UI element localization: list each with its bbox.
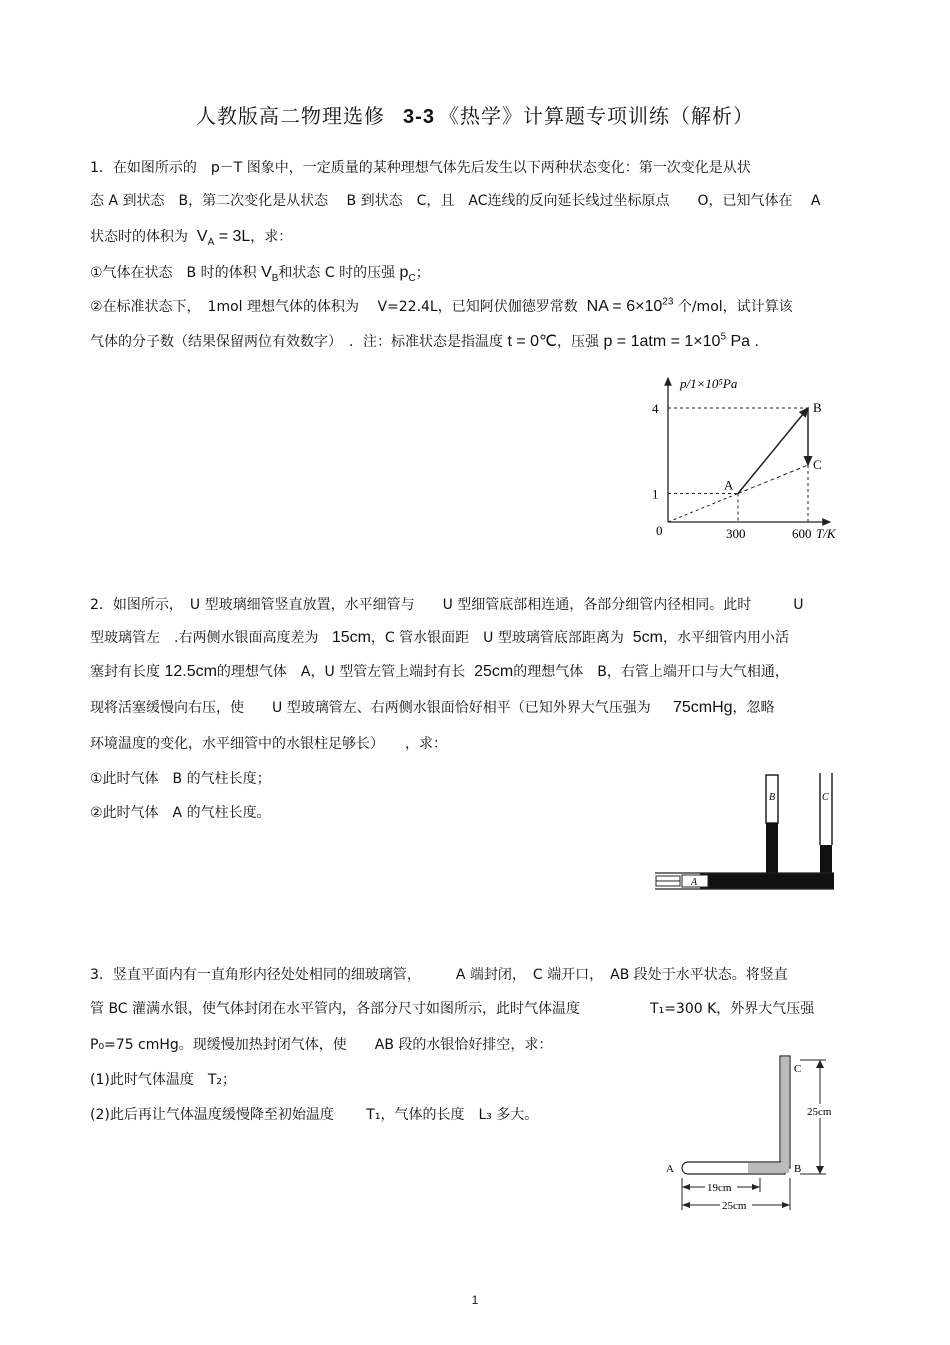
- y-tick-label: 1: [652, 486, 659, 502]
- x-tick-label: 300: [726, 526, 746, 541]
- line-a-c: [738, 465, 808, 494]
- q1-line-3: 状态时的体积为 $V_A = 3L$，求：: [90, 228, 293, 249]
- process-a-to-b: [738, 408, 808, 494]
- dim-vertical: 25cm: [807, 1106, 832, 1118]
- label-b: B: [794, 1163, 802, 1175]
- point-label-c: C: [813, 457, 822, 472]
- q2-line-2: 型玻璃管左 .右两侧水银面高度差为 15cm，C 管水银面距 U 型玻璃管底部距离为 5cm，水平细管内用小活: [90, 629, 789, 646]
- mercury-in-bc: [781, 1057, 789, 1173]
- l-tube-figure: [660, 1050, 845, 1215]
- t-axis-label: T/K: [816, 526, 836, 541]
- q3-line-4: (1)此时气体温度 T₂；: [90, 1072, 236, 1088]
- q1-line-2: 态 A 到状态 B，第二次变化是从状态 B 到状态 C，且 AC连线的反向延长线过坐标原点 O，已知气体在 A: [90, 193, 821, 209]
- label-c: C: [794, 1063, 802, 1075]
- pt-chart: [650, 370, 850, 545]
- q3-line-2: 管 BC 灌满水银，使气体封闭在水平管内，各部分尺寸如图所示，此时气体温度 T₁=300 K，外界大气压强: [90, 1001, 815, 1017]
- label-b: B: [769, 792, 776, 803]
- label-a: A: [666, 1163, 674, 1175]
- q2-line-6: ①此时气体 B 的气柱长度；: [90, 771, 271, 787]
- p-axis-label: p/1×10⁵Pa: [680, 376, 738, 391]
- q2-line-7: ②此时气体 A 的气柱长度。: [90, 805, 271, 821]
- q2-line-3: 塞封有长度 12.5cm的理想气体 A，U 型管左管上端封有长 25cm的理想气体 B，右管上端开口与大气相通，: [90, 663, 789, 680]
- mercury-in-ab: [748, 1163, 784, 1173]
- origin-to-a: [668, 494, 738, 523]
- q3-line-3: P₀=75 cmHg。现缓慢加热封闭气体，使 AB 段的水银恰好排空，求：: [90, 1037, 553, 1053]
- dim-outer: 25cm: [722, 1200, 747, 1212]
- q2-line-4: 现将活塞缓慢向右压，使 U 型玻璃管左、右两侧水银面恰好相平（已知外界大气压强为 75cmHg，忽略: [90, 699, 775, 716]
- page-number: 1: [471, 1293, 479, 1307]
- u-tube-figure: [650, 770, 840, 900]
- q1-line-5: ②在标准状态下， 1mol 理想气体的体积为 V=22.4L，已知阿伏伽德罗常数 NA = $6\times 10^{23}$ 个/mol，试计算该: [90, 296, 793, 315]
- origin-label: 0: [656, 523, 663, 538]
- q2-line-1: 2．如图所示， U 型玻璃细管竖直放置，水平细管与 U 型细管底部相连通，各部分细管内径相同。此时 U: [90, 597, 804, 613]
- label-a: A: [691, 877, 698, 888]
- x-tick-label: 600: [792, 526, 812, 541]
- q3-line-1: 3．竖直平面内有一直角形内径处处相同的细玻璃管， A 端封闭， C 端开口， AB 段处于水平状态。将竖直: [90, 967, 788, 983]
- point-label-a: A: [724, 477, 734, 493]
- q1-line-4: ①气体在状态 B 时的体积 $V_B$和状态 C 时的压强 $p_C$；: [90, 264, 430, 285]
- dim-inner: 19cm: [707, 1182, 732, 1194]
- point-label-b: B: [813, 400, 822, 415]
- q1-line-1: 1．在如图所示的 p－T 图象中，一定质量的某种理想气体先后发生以下两种状态变化：第一次变化是从状: [90, 160, 751, 176]
- q2-line-5: 环境温度的变化，水平细管中的水银柱足够长） ，求：: [90, 736, 447, 752]
- y-tick-label: 4: [652, 401, 659, 416]
- page-title: 人教版高二物理选修 3-3 《热学》计算题专项训练（解析）: [196, 104, 754, 128]
- q1-line-6: 气体的分子数（结果保留两位有效数字） ．注：标准状态是指温度 t = 0℃，压强 $p = 1atm = 1\times 10^5$ Pa .: [90, 331, 759, 350]
- label-c: C: [822, 792, 829, 803]
- q3-line-5: (2)此后再让气体温度缓慢降至初始温度 T₁，气体的长度 L₃ 多大。: [90, 1107, 539, 1123]
